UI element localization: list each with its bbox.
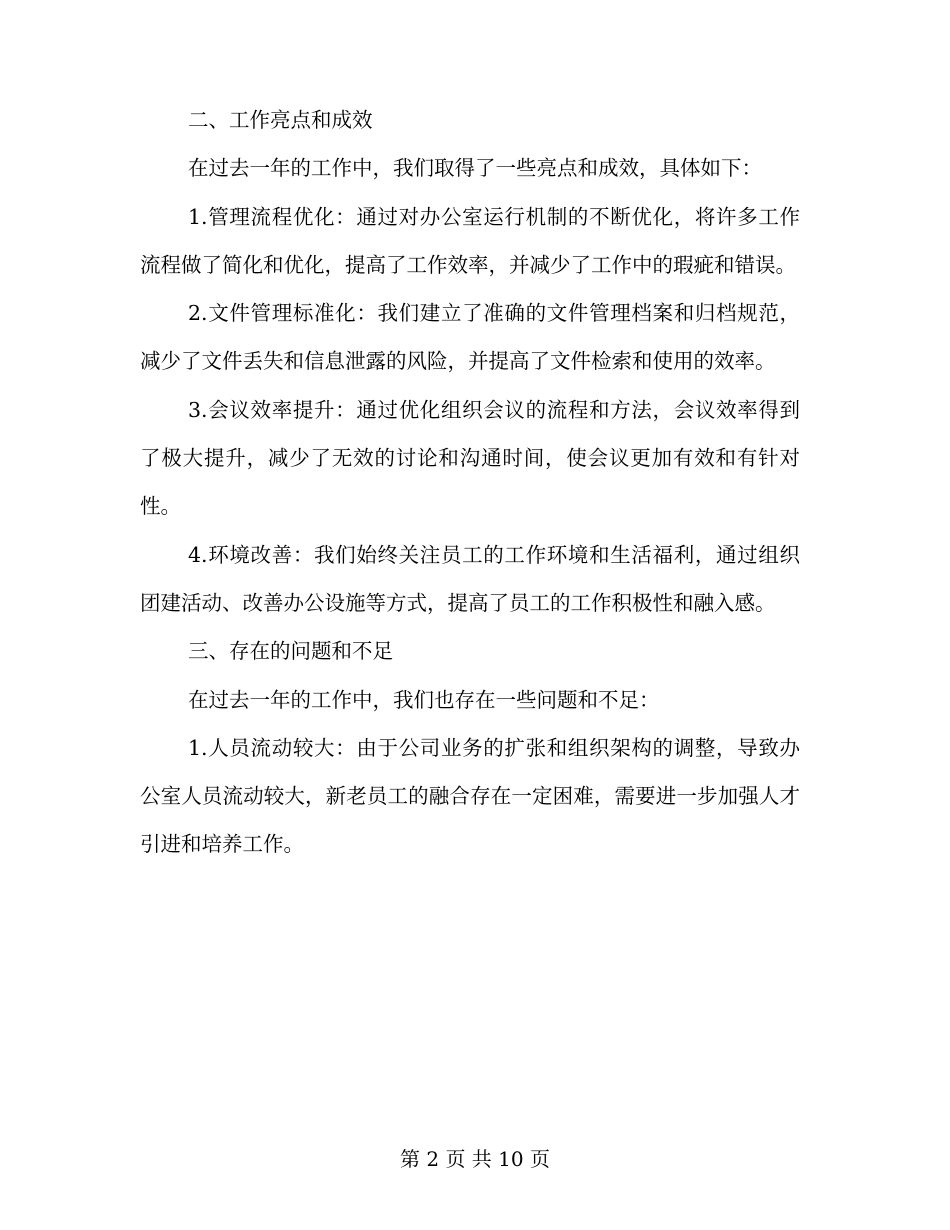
highlight-item-2: 2.文件管理标准化：我们建立了准确的文件管理档案和归档规范，减少了文件丢失和信息泄露的风险，并提高了文件检索和使用的效率。	[140, 301, 800, 374]
highlights-intro: 在过去一年的工作中，我们取得了一些亮点和成效，具体如下：	[188, 156, 762, 181]
section-heading-highlights: 二、工作亮点和成效	[188, 108, 373, 132]
highlight-item-1: 1.管理流程优化：通过对办公室运行机制的不断优化，将许多工作流程做了简化和优化，提高了工作效率，并减少了工作中的瑕疵和错误。	[140, 204, 800, 277]
highlight-item-4: 4.环境改善：我们始终关注员工的工作环境和生活福利，通过组织团建活动、改善办公设施等方式，提高了员工的工作积极性和融入感。	[140, 542, 800, 615]
document-body	[140, 96, 800, 869]
problems-intro: 在过去一年的工作中，我们也存在一些问题和不足：	[188, 687, 660, 712]
section-heading-problems: 三、存在的问题和不足	[188, 639, 393, 664]
page-footer: 第 2 页 共 10 页	[400, 1147, 550, 1171]
highlight-item-3: 3.会议效率提升：通过优化组织会议的流程和方法，会议效率得到了极大提升，减少了无效的讨论和沟通时间，使会议更加有效和有针对性。	[140, 397, 800, 519]
problem-item-1: 1.人员流动较大：由于公司业务的扩张和组织架构的调整，导致办公室人员流动较大，新老员工的融合存在一定困难，需要进一步加强人才引进和培养工作。	[140, 735, 800, 857]
